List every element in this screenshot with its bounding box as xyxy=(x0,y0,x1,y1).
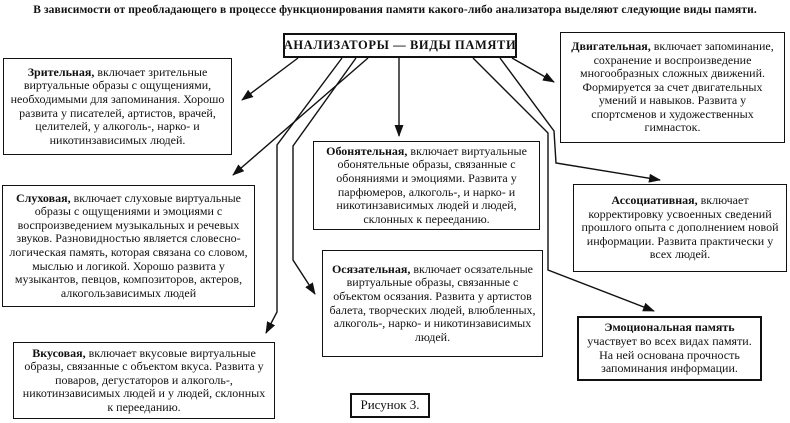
motor-memory-term: Двигательная, xyxy=(571,39,651,54)
arrow-to-visual-memory xyxy=(242,58,298,100)
box-motor-memory xyxy=(560,32,785,143)
visual-memory-term: Зрительная, xyxy=(27,64,95,79)
associative-memory-term: Ассоциативная, xyxy=(611,193,698,208)
emotional-memory-term: Эмоциональная память xyxy=(604,320,735,335)
box-olfactory-memory xyxy=(313,141,540,230)
central-node-analyzers xyxy=(283,33,517,58)
auditory-memory-term: Слуховая, xyxy=(15,190,71,205)
emotional-memory-description: участвует во всех видах памяти. На ней основана прочность запоминания информации. xyxy=(587,333,752,376)
associative-memory-description: включает корректировку усвоенных сведений прошлого опыта с дополнением новой информации. Развита практически у всех людей. xyxy=(581,193,779,262)
central-node-label: АНАЛИЗАТОРЫ — ВИДЫ ПАМЯТИ xyxy=(283,38,517,53)
taste-memory-term: Вкусовая, xyxy=(32,345,86,360)
tactile-memory-term: Осязательная, xyxy=(331,261,411,276)
auditory-memory-description: включает слуховые виртуальные образы с ощущениями и эмоциями с воспроизведением музыкальных и речевых звуков. Разновидностью является словесно-логическая память, которая связана со словом, мыслью и логикой. Хорошо развита у музыкантов, певцов, композиторов, актеров, алкогользависимых людей xyxy=(9,190,248,300)
box-taste-memory xyxy=(13,342,275,419)
tactile-memory-description: включает осязательные виртуальные образы, связанные с объектом осязания. Развита у артистов балета, творческих людей, влюбленных, алкоголь-, нарко- и никотинзависимых людей. xyxy=(329,261,536,344)
taste-memory-description: включает вкусовые виртуальные образы, связанные с объектом вкуса. Развита у поваров, дегустаторов и алкоголь-, никотинзависимых людей и у людей, склонных к перееданию. xyxy=(22,345,266,414)
olfactory-memory-description: включает виртуальные обонятельные образы, связанные с обоняниями и эмоциями. Развита у парфюмеров, алкоголь-, и нарко- и никотинзависимых людей и людей, склонных к перееданию. xyxy=(336,143,527,226)
olfactory-memory-term: Обонятельная, xyxy=(326,143,408,158)
diagram-title: В зависимости от преобладающего в процессе функционирования памяти какого-либо анализатора выделяют следующие виды памяти. xyxy=(33,4,757,16)
box-visual-memory xyxy=(3,58,232,155)
visual-memory-description: включает зрительные виртуальные образы с ощущениями, необходимыми для запоминания. Хорошо развита у писателей, артистов, врачей, целителей, у алкоголь-, нарко- и никотинзависимых людей. xyxy=(10,64,225,147)
box-associative-memory xyxy=(573,184,787,272)
arrow-to-motor-memory xyxy=(512,58,554,82)
box-auditory-memory xyxy=(2,185,255,307)
motor-memory-description: включает запоминание, сохранение и воспроизведение многообразных сложных движений. Формируется за счет двигательных умений и навыков. Развита у спортсменов и художественных гимнасток. xyxy=(579,39,774,135)
box-tactile-memory xyxy=(322,250,543,357)
figure-caption xyxy=(350,393,430,418)
figure-caption-label: Рисунок 3. xyxy=(360,397,420,413)
box-emotional-memory xyxy=(577,316,762,381)
